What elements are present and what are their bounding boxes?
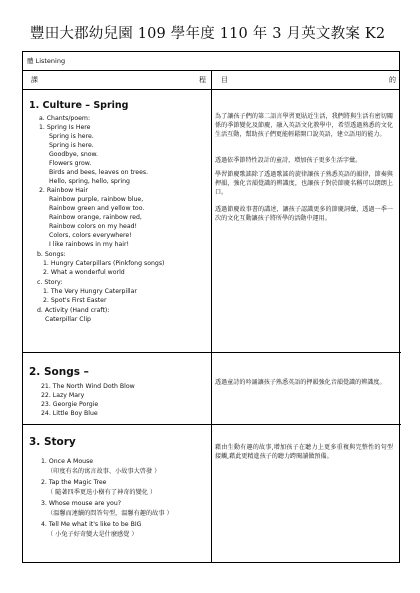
- list-item: Flowers grow.: [49, 160, 92, 167]
- list-item: a. Chants/poem:: [39, 115, 91, 122]
- purpose-paragraph: 為了讓孩子們的第二語言學習更貼近生活，我們將與生活有密切關係的季節變化及節慶，融入英語文化教學中，希望透過熟悉的文化生活互動，幫助孩子們更能輕鬆開口說英語，建立語用的能力。: [215, 113, 393, 138]
- section3-purpose: 藉由生動有趣的故事,增加孩子在聽力上更多重複與完整性的句型接觸,藉此更精進孩子的聽力跨閱讀做預備。: [215, 444, 393, 460]
- purpose-paragraph: 透過節慶故事書的講述，讓孩子認識更多的節慶詞彙，透過一季一次的文化互動讓孩子將所學的活動中運用。: [215, 206, 393, 222]
- list-item: 1. The Very Hungry Caterpillar: [43, 288, 137, 295]
- list-item: b. Songs:: [37, 251, 66, 258]
- header-purpose-a: 目: [221, 76, 228, 84]
- list-item: 24. Little Boy Blue: [41, 410, 98, 417]
- list-item: （印度有名的寓言故事、小故事大啓發 ）: [47, 468, 161, 475]
- list-item: 21. The North Wind Doth Blow: [41, 383, 135, 390]
- list-item: Hello, spring, hello, spring: [49, 178, 130, 185]
- purpose-paragraph: 學習節慶歌謠除了透過歌謠的旋律讓孩子熟悉英語的韻律，節奏與押韻，強化音韻覺識的辨識度，也讓孩子對於節慶名稱可以朗朗上口。: [215, 171, 393, 196]
- header-purpose-b: 的: [389, 76, 396, 84]
- page-title: 豐田大郡幼兒園 109 學年度 110 年 3 月英文教案 K2: [30, 26, 386, 42]
- list-item: Rainbow green and yellow too.: [49, 205, 145, 212]
- lesson-plan-table: [22, 51, 400, 563]
- list-item: 2. Tap the Magic Tree: [41, 479, 107, 486]
- list-item: 3. Whose mouse are you?: [41, 500, 122, 507]
- row-divider: [23, 424, 401, 425]
- section2-purpose: 透過童詩的吟誦讓孩子熟悉英語的押韻強化音韻覺識的辨識度。: [215, 379, 386, 386]
- section3-title: 3. Story: [29, 436, 76, 448]
- list-item: Rainbow orange, rainbow red,: [49, 214, 142, 221]
- list-item: 4. Tell Me what it's like to be BIG: [41, 521, 142, 528]
- list-item: Spring is here.: [49, 133, 94, 140]
- list-item: Spring is here.: [49, 142, 94, 149]
- header-course-b: 程: [199, 76, 206, 84]
- purpose-paragraph: 透過依季節特性設計的童詩，增加孩子更多生活字彙。: [215, 157, 362, 164]
- list-item: 2. What a wonderful world: [43, 269, 125, 276]
- list-item: （溫馨而連續的問答句型，溫馨有趣的故事 ）: [47, 510, 173, 517]
- list-item: Caterpillar Clip: [45, 316, 91, 323]
- list-item: 2. Rainbow Hair: [39, 187, 88, 194]
- list-item: c. Story:: [37, 279, 63, 286]
- subject-row: 體 Listening: [23, 52, 399, 71]
- list-item: I like rainbows in my hair!: [49, 241, 130, 248]
- list-item: Rainbow purple, rainbow blue,: [49, 196, 144, 203]
- section1-title: 1. Culture – Spring: [29, 100, 129, 111]
- list-item: 1. Hungry Caterpillars (Pinkfong songs): [43, 260, 165, 267]
- list-item: 1. Spring Is Here: [39, 124, 91, 131]
- list-item: （ 隨著四季更迭小樹有了神奇的變化 ）: [47, 489, 157, 496]
- list-item: 1. Once A Mouse: [41, 458, 94, 465]
- list-item: Goodbye, snow.: [49, 151, 99, 158]
- header-course-a: 課: [31, 76, 38, 84]
- row-divider: [23, 352, 401, 353]
- list-item: d. Activity (Hand craft):: [37, 307, 110, 314]
- column-divider: [211, 71, 212, 563]
- list-item: 22. Lazy Mary: [41, 392, 85, 399]
- list-item: Rainbow colors on my head!: [49, 223, 138, 230]
- section2-title: 2. Songs –: [29, 366, 89, 378]
- list-item: Colors, colors everywhere!: [49, 232, 132, 239]
- list-item: 23. Georgie Porgie: [41, 401, 99, 408]
- list-item: 2. Spot's First Easter: [43, 297, 107, 304]
- list-item: （ 小兔子好奇變大是什麼感覺 ）: [47, 531, 138, 538]
- list-item: Birds and bees, leaves on trees.: [49, 169, 149, 176]
